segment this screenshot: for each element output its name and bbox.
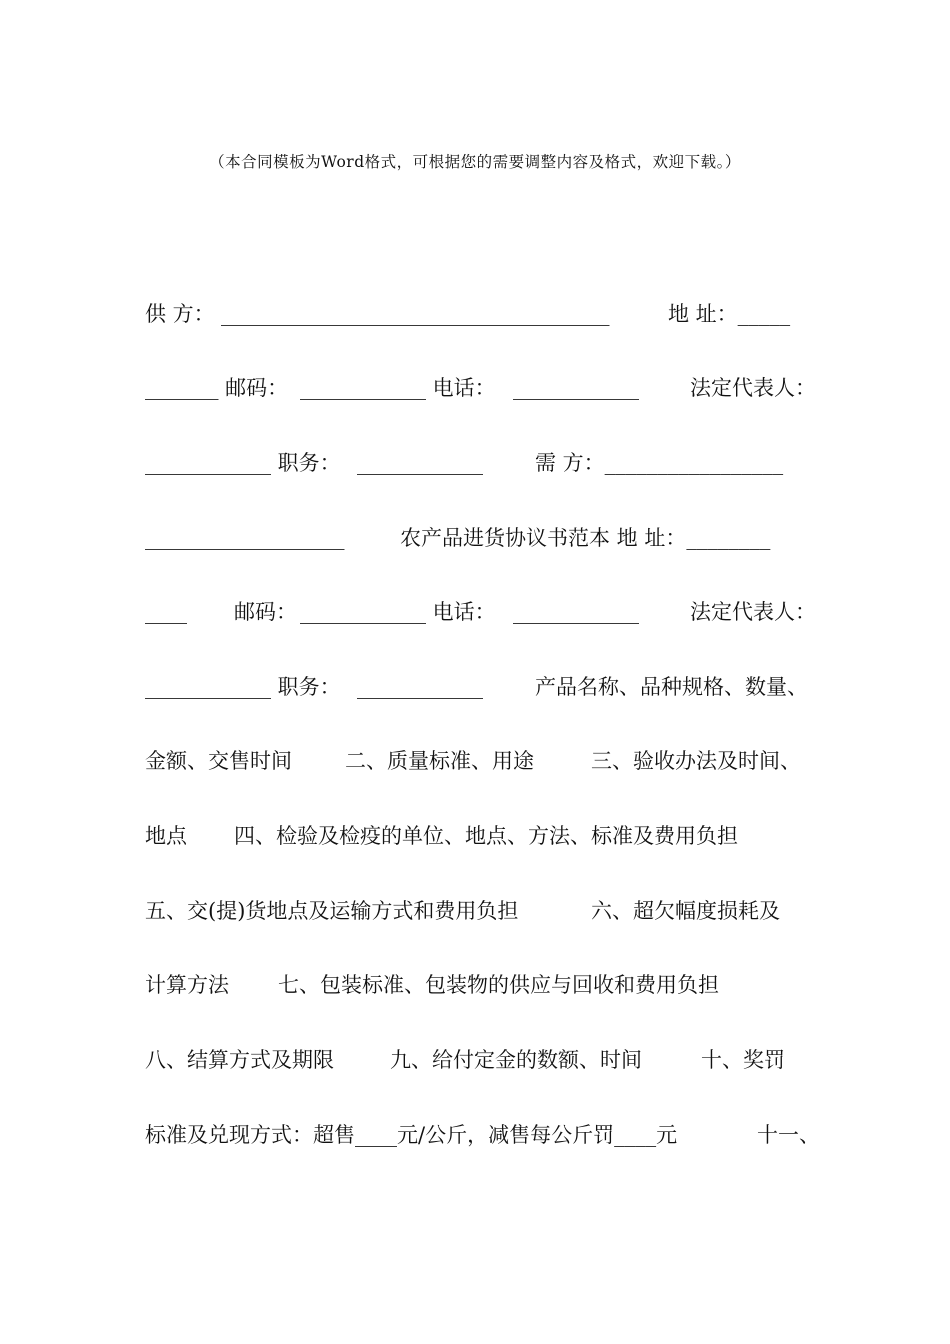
clause-3: 三、验收办法及时间、 [591, 749, 801, 773]
buyer-address-blank: ____ [145, 600, 187, 624]
clause-11: 十一、 [757, 1123, 820, 1147]
clause-10-cont: 标准及兑现方式：超售____元/公斤，减售每公斤罚____元 [145, 1123, 678, 1147]
body-line-4 [145, 518, 825, 558]
clause-9: 九、给付定金的数额、时间 [390, 1048, 642, 1072]
supplier-position: ____________ 职务： [145, 451, 341, 475]
supplier-phone: ____________ 电话： [300, 376, 496, 400]
body-line-12 [145, 1115, 825, 1155]
clause-4: 四、检验及检疫的单位、地点、方法、标准及费用负担 [234, 824, 738, 848]
buyer-blank: ___________________ [145, 526, 345, 550]
supplier-phone-blank: ____________ [513, 376, 639, 400]
body-line-6 [145, 667, 825, 707]
template-notice: （本合同模板为Word格式，可根据您的需要调整内容及格式，欢迎下载。） [209, 153, 741, 171]
clause-10: 十、奖罚 [701, 1048, 785, 1072]
body-line-2 [145, 368, 825, 408]
buyer-phone-blank: ____________ [513, 600, 639, 624]
clause-1-cont: 金额、交售时间 [145, 749, 292, 773]
clause-8: 八、结算方式及期限 [145, 1048, 334, 1072]
body-line-3 [145, 443, 825, 483]
clause-3-cont: 地点 [145, 824, 187, 848]
supplier-legal-rep: 法定代表人： [690, 376, 816, 400]
supplier-position-blank: ____________ [357, 451, 483, 475]
body-line-1 [145, 294, 825, 334]
supplier-label: 供 方： [145, 302, 215, 326]
body-line-8 [145, 816, 825, 856]
buyer-postcode: 邮码： [234, 600, 297, 624]
buyer-label: 需 方：_________________ [535, 451, 784, 475]
buyer-address: 农产品进货协议书范本 地 址：________ [400, 526, 771, 550]
body-line-5 [145, 592, 825, 632]
body-line-9 [145, 891, 825, 931]
body-line-11 [145, 1040, 825, 1080]
clause-7: 七、包装标准、包装物的供应与回收和费用负担 [278, 973, 719, 997]
clause-6-cont: 计算方法 [145, 973, 229, 997]
body-line-7 [145, 741, 825, 781]
clause-6: 六、超欠幅度损耗及 [591, 899, 780, 923]
buyer-position-blank: ____________ [357, 675, 483, 699]
supplier-address: 地 址：_____ [668, 302, 791, 326]
supplier-blank: _____________________________________ [221, 302, 610, 326]
buyer-phone: ____________ 电话： [300, 600, 496, 624]
clause-1: 产品名称、品种规格、数量、 [535, 675, 808, 699]
body-line-10 [145, 965, 825, 1005]
clause-5: 五、交(提)货地点及运输方式和费用负担 [145, 899, 519, 923]
supplier-postcode: _______ 邮码： [145, 376, 289, 400]
buyer-legal-rep: 法定代表人： [690, 600, 816, 624]
buyer-position: ____________ 职务： [145, 675, 341, 699]
clause-2: 二、质量标准、用途 [345, 749, 534, 773]
